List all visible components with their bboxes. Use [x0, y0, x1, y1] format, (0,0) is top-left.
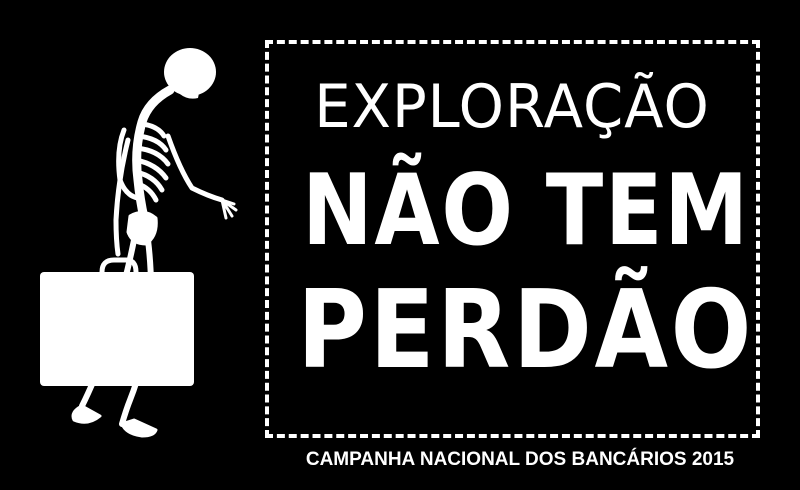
headline-line-1: EXPLORAÇÃO: [314, 72, 710, 142]
skeleton-with-briefcase-icon: [30, 40, 260, 450]
headline-line-2: NÃO TEM: [302, 154, 750, 268]
campaign-caption: CAMPANHA NACIONAL DOS BANCÁRIOS 2015: [305, 449, 735, 470]
headline-line-3: PERDÃO: [297, 268, 755, 393]
